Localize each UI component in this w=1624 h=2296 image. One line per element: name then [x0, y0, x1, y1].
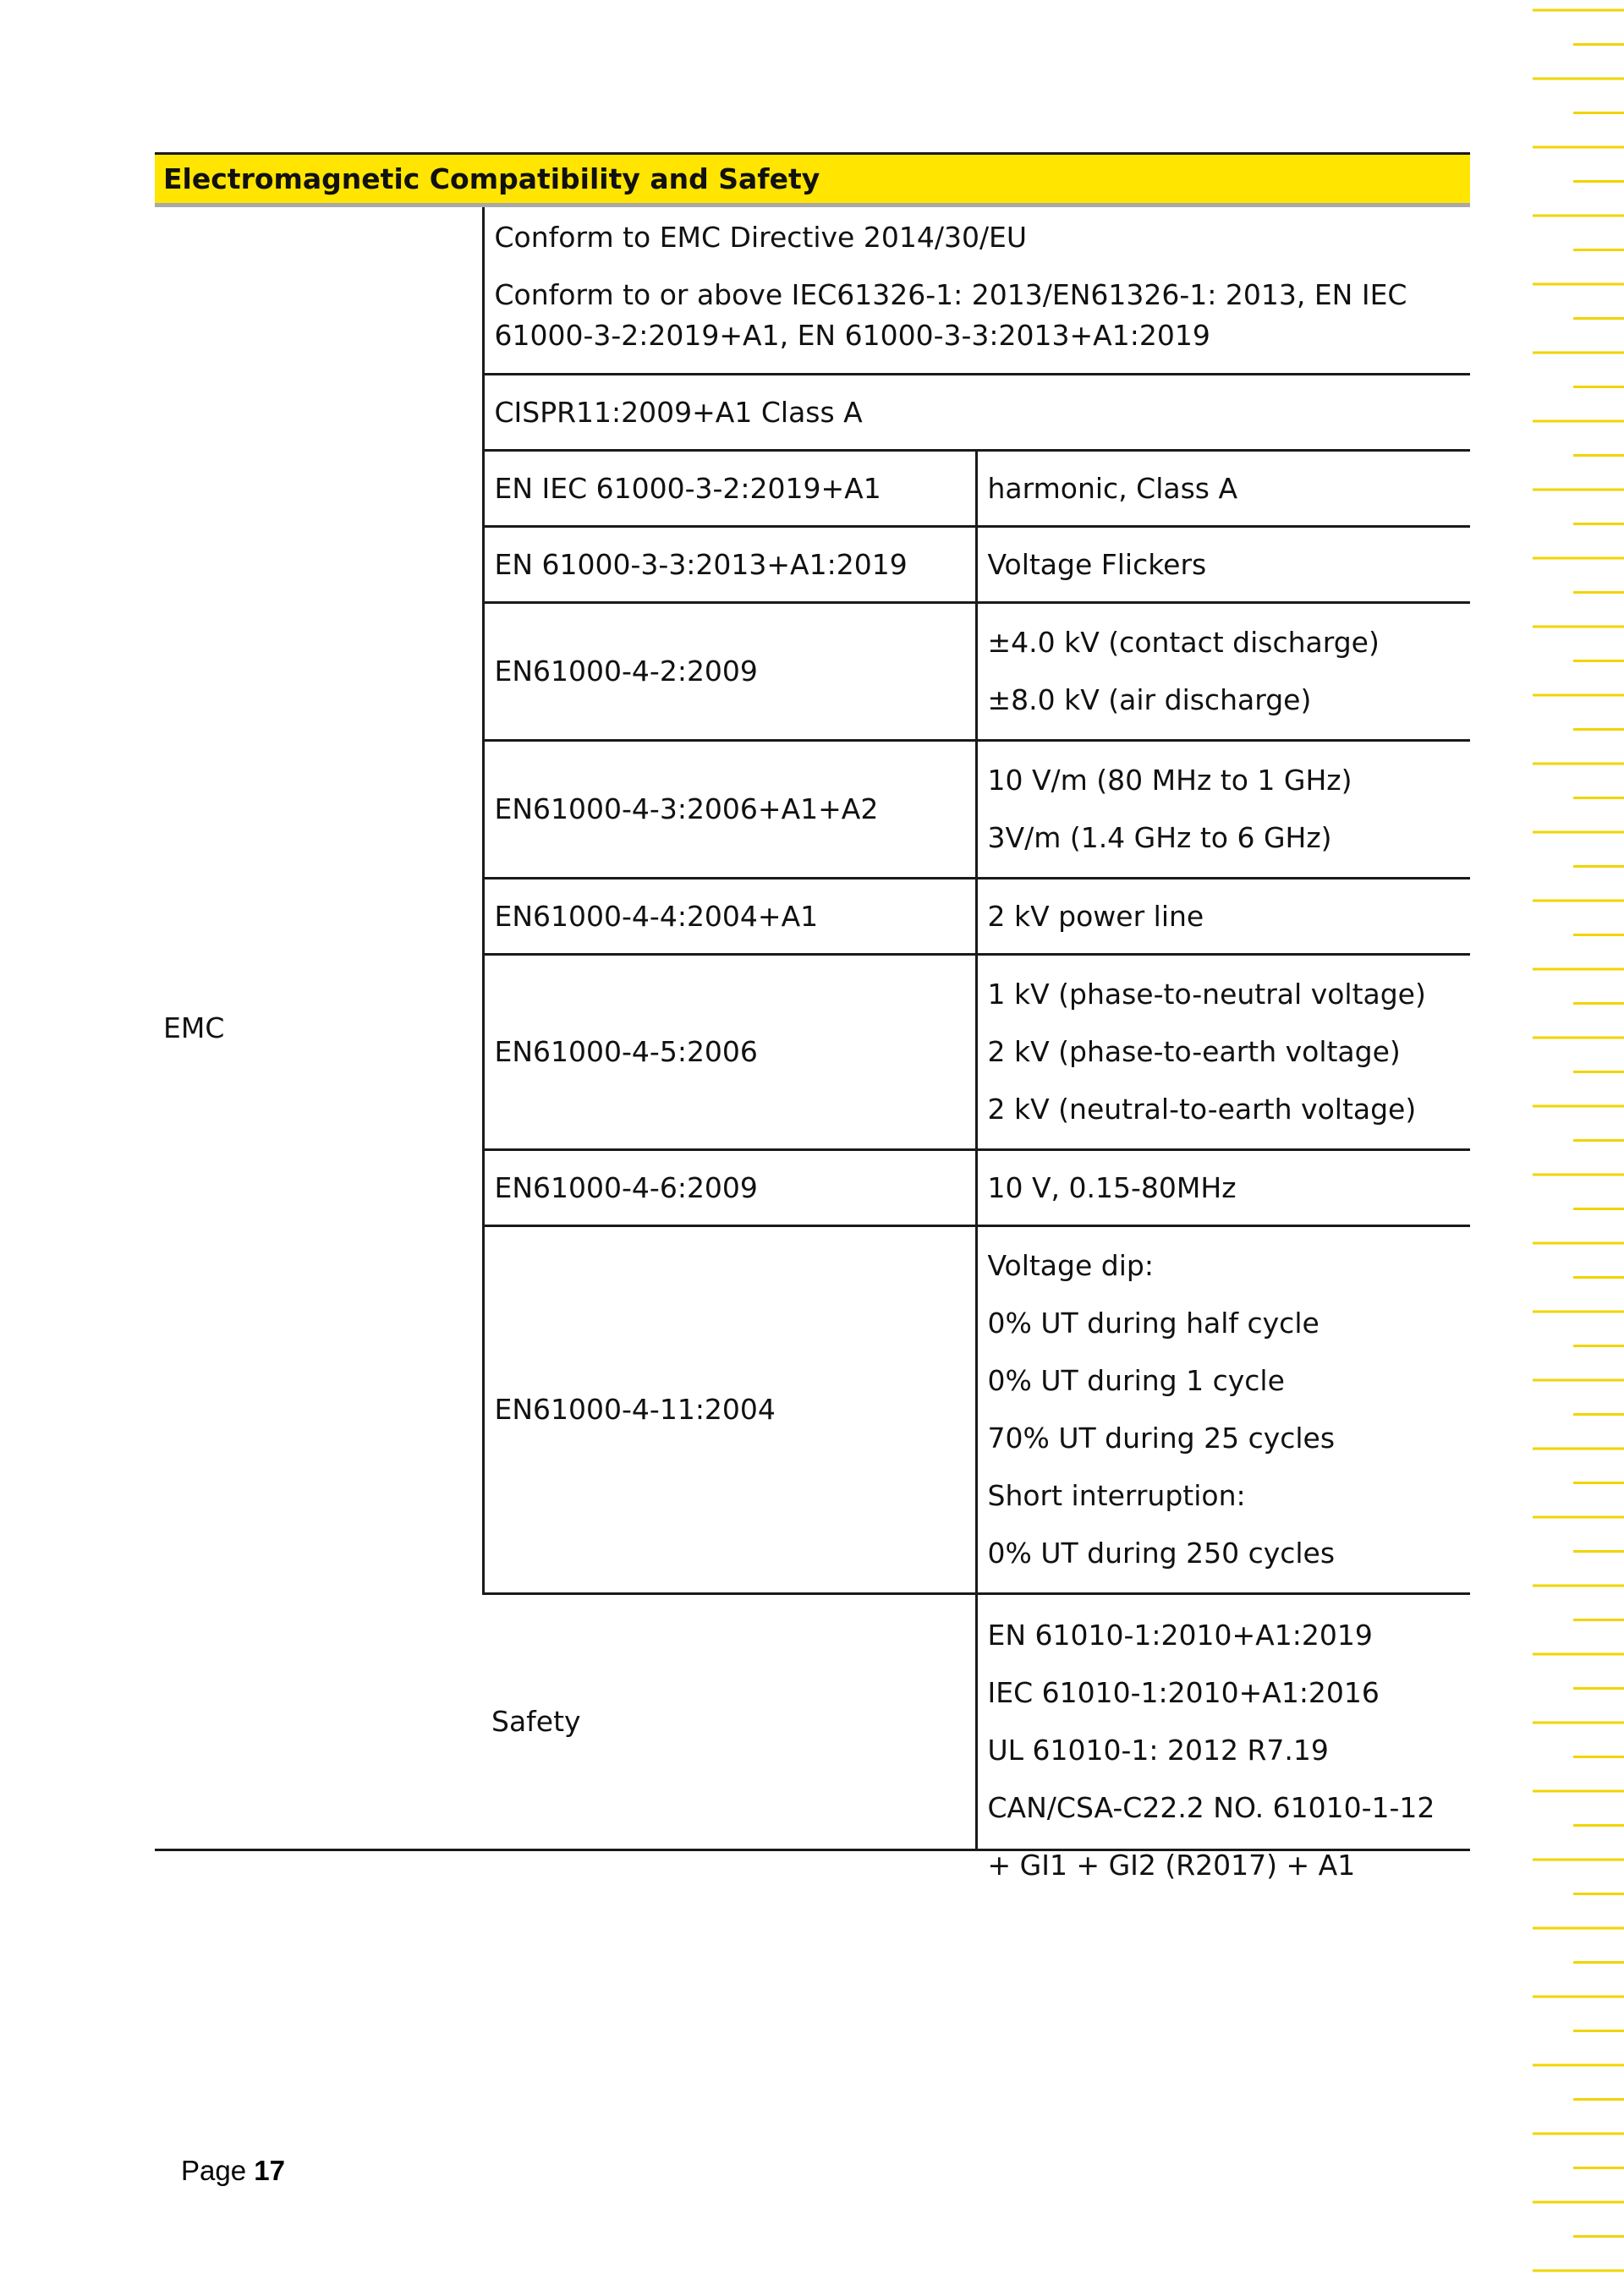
emc-standard-cell: EN IEC 61000-3-2:2019+A1	[483, 451, 976, 527]
safety-label: Safety	[483, 1594, 976, 1850]
safety-standards-cell	[976, 1594, 1470, 1882]
safety-standard-line: UL 61010-1: 2012 R7.19	[987, 1734, 1329, 1767]
emc-standard-cell: EN61000-4-4:2004+A1	[483, 879, 976, 955]
safety-standard-line: IEC 61010-1:2010+A1:2016	[987, 1676, 1380, 1709]
emc-directive-cell	[483, 205, 1470, 375]
emc-standard-cell: EN61000-4-2:2009	[483, 603, 976, 741]
emc-value-line: 2 kV (neutral-to-earth voltage)	[987, 1093, 1417, 1126]
emc-value-line: 0% UT during half cycle	[987, 1307, 1320, 1340]
emc-value-line: harmonic, Class A	[987, 471, 1238, 505]
emc-value-line: 2 kV power line	[987, 899, 1204, 933]
emc-value-line: ±4.0 kV (contact discharge)	[987, 626, 1380, 659]
emc-value-line: 70% UT during 25 cycles	[987, 1422, 1336, 1455]
cispr-cell: CISPR11:2009+A1 Class A	[483, 375, 1470, 451]
emc-conformance-text: Conform to or above IEC61326-1: 2013/EN61326-1: 2013, EN IEC 61000-3-2:2019+A1, EN 61000-3-3:2013+A1:2019	[494, 278, 1407, 352]
emc-value-line: 0% UT during 1 cycle	[987, 1364, 1285, 1397]
page-label: Page	[181, 2155, 247, 2186]
emc-label: EMC	[155, 205, 483, 1850]
emc-value-cell	[976, 879, 1470, 955]
emc-standard-cell: EN61000-4-6:2009	[483, 1150, 976, 1226]
emc-value-cell	[976, 1150, 1470, 1226]
emc-value-line: 1 kV (phase-to-neutral voltage)	[987, 978, 1426, 1011]
emc-value-cell	[976, 527, 1470, 603]
emc-value-line: 2 kV (phase-to-earth voltage)	[987, 1035, 1401, 1068]
section-title: Electromagnetic Compatibility and Safety	[155, 154, 1470, 205]
emc-value-line: 3V/m (1.4 GHz to 6 GHz)	[987, 821, 1332, 854]
emc-standard-cell: EN61000-4-3:2006+A1+A2	[483, 741, 976, 879]
safety-standard-line: CAN/CSA-C22.2 NO. 61010-1-12 + GI1 + GI2 (R2017) + A1	[987, 1791, 1435, 1882]
emc-safety-spec-table	[155, 152, 1470, 1882]
emc-directive-row	[155, 205, 1470, 375]
section-header-row	[155, 154, 1470, 205]
emc-value-cell	[976, 955, 1470, 1150]
emc-standard-cell: EN 61000-3-3:2013+A1:2019	[483, 527, 976, 603]
emc-value-cell	[976, 741, 1470, 879]
emc-value-cell	[976, 451, 1470, 527]
emc-standard-cell: EN61000-4-5:2006	[483, 955, 976, 1150]
safety-standard-line: EN 61010-1:2010+A1:2019	[987, 1619, 1373, 1652]
emc-standard-cell: EN61000-4-11:2004	[483, 1226, 976, 1594]
page-number	[181, 2155, 285, 2187]
emc-value-line: ±8.0 kV (air discharge)	[987, 683, 1312, 716]
emc-value-cell	[976, 1226, 1470, 1594]
emc-value-line: 10 V, 0.15-80MHz	[987, 1170, 1237, 1204]
emc-value-line: 10 V/m (80 MHz to 1 GHz)	[987, 764, 1352, 797]
emc-value-line: Voltage Flickers	[987, 547, 1207, 581]
emc-value-line: 0% UT during 250 cycles	[987, 1537, 1336, 1570]
emc-directive-text: Conform to EMC Directive 2014/30/EU	[494, 221, 1028, 254]
emc-value-line: Voltage dip:	[987, 1249, 1154, 1282]
emc-value-cell	[976, 603, 1470, 741]
emc-value-line: Short interruption:	[987, 1479, 1246, 1512]
page-number-value: 17	[254, 2155, 285, 2186]
